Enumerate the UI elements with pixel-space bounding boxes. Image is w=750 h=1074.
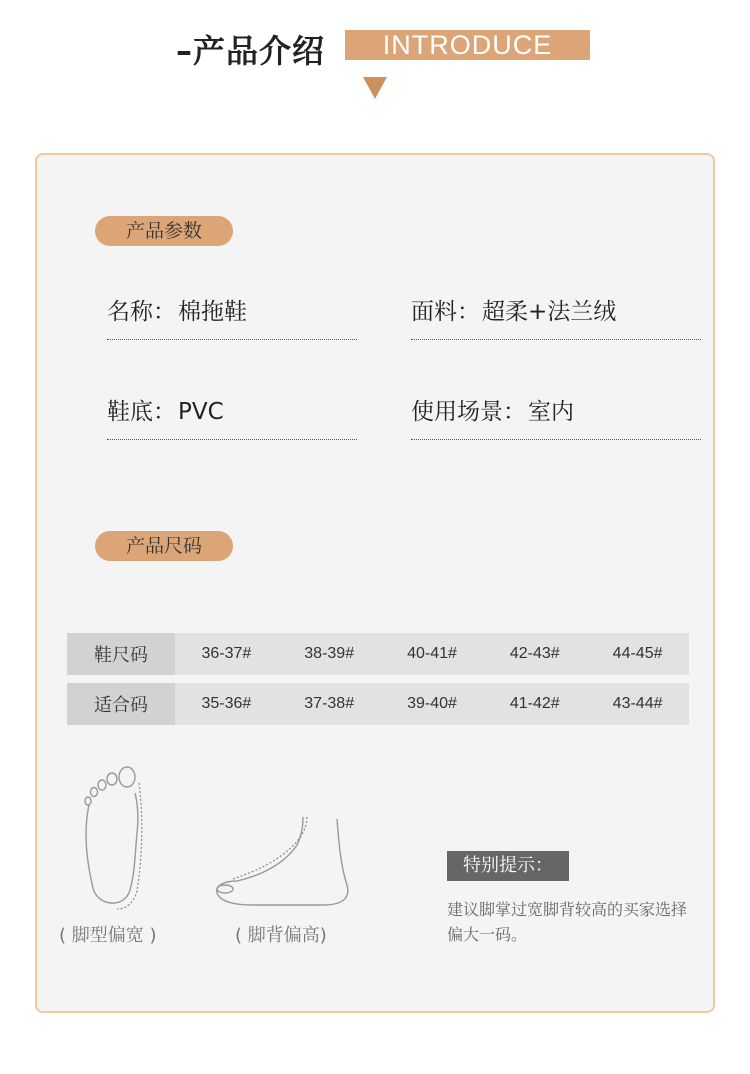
table-cell: 38-39#	[278, 633, 381, 675]
table-cell: 36-37#	[175, 633, 278, 675]
tip-label: 特别提示：	[447, 851, 569, 881]
table-cell: 41-42#	[483, 683, 586, 725]
tip-text: 建议脚掌过宽脚背较高的买家选择偏大一码。	[447, 900, 688, 944]
param-value: 棉拖鞋	[178, 299, 247, 325]
table-cell: 35-36#	[175, 683, 278, 725]
page-title-english: INTRODUCE	[345, 30, 590, 60]
param-label: 名称：	[107, 299, 176, 325]
triangle-down-icon	[363, 77, 387, 99]
param-label: 使用场景：	[411, 399, 526, 425]
table-cell: 39-40#	[381, 683, 484, 725]
table-cell: 43-44#	[586, 683, 689, 725]
high-instep-caption: ( 脚背偏高)	[235, 925, 327, 946]
param-value: 超柔+法兰绒	[482, 299, 617, 325]
page-title: –产品介绍	[176, 32, 326, 70]
wide-foot-icon	[77, 763, 157, 911]
param-name	[107, 293, 357, 340]
param-label: 面料：	[411, 299, 480, 325]
table-cell: 40-41#	[381, 633, 484, 675]
high-instep-foot-icon	[213, 815, 353, 911]
param-value: 室内	[528, 399, 574, 425]
table-cell: 37-38#	[278, 683, 381, 725]
product-info-card	[35, 153, 715, 1013]
param-sole	[107, 393, 357, 440]
table-row-header: 鞋尺码	[67, 633, 175, 675]
sizes-section-label: 产品尺码	[95, 531, 233, 561]
param-value: PVC	[178, 399, 224, 425]
param-fabric	[411, 293, 701, 340]
table-cell: 42-43#	[483, 633, 586, 675]
table-cell: 44-45#	[586, 633, 689, 675]
table-row	[67, 633, 689, 675]
table-row	[67, 683, 689, 725]
param-label: 鞋底：	[107, 399, 176, 425]
table-row-header: 适合码	[67, 683, 175, 725]
params-section-label: 产品参数	[95, 216, 233, 246]
wide-foot-caption: ( 脚型偏宽 )	[59, 925, 157, 946]
size-table	[67, 625, 689, 733]
page-header	[0, 24, 750, 114]
param-usage	[411, 393, 701, 440]
